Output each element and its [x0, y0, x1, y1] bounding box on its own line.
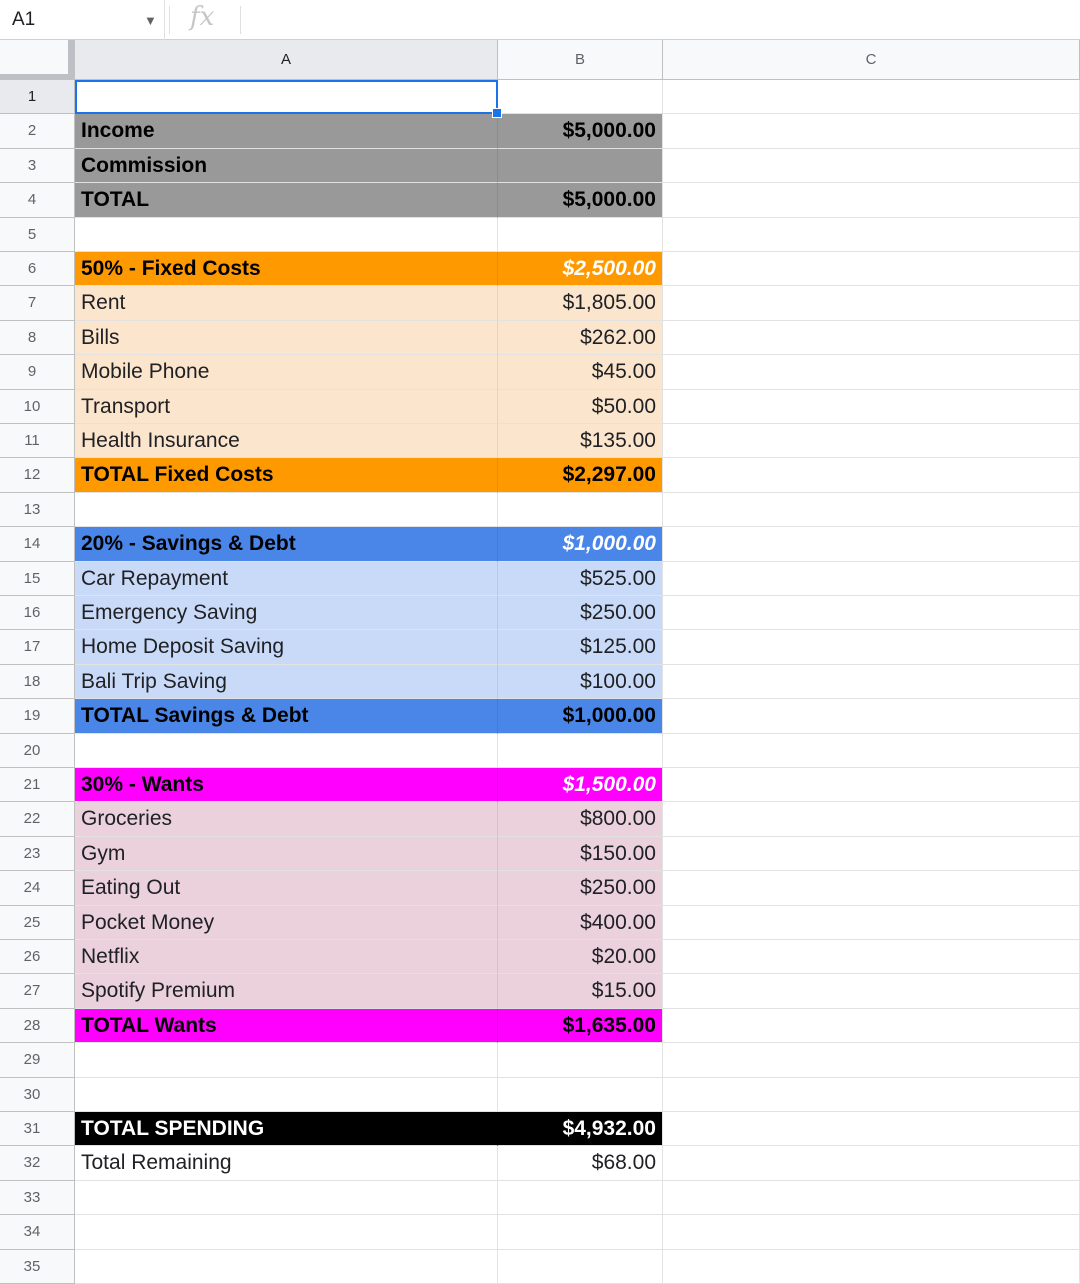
- cell-b[interactable]: $262.00: [498, 321, 663, 355]
- cell-a[interactable]: [75, 1043, 498, 1077]
- cell-a[interactable]: Rent: [75, 286, 498, 320]
- cell-c[interactable]: [663, 906, 1080, 940]
- cell-c[interactable]: [663, 596, 1080, 630]
- row-number[interactable]: 20: [0, 734, 75, 768]
- table-row: [0, 596, 1080, 630]
- cell-c[interactable]: [663, 286, 1080, 320]
- table-row: [0, 458, 1080, 492]
- cell-b[interactable]: [498, 1250, 663, 1284]
- row-number[interactable]: 24: [0, 871, 75, 905]
- cell-a[interactable]: Mobile Phone: [75, 355, 498, 389]
- row-number[interactable]: 19: [0, 699, 75, 733]
- row-number[interactable]: 5: [0, 218, 75, 252]
- row-number[interactable]: 35: [0, 1250, 75, 1284]
- row-number[interactable]: 25: [0, 906, 75, 940]
- table-row: [0, 390, 1080, 424]
- table-row: [0, 493, 1080, 527]
- cell-c[interactable]: [663, 562, 1080, 596]
- table-row: [0, 837, 1080, 871]
- cell-b[interactable]: [498, 1078, 663, 1112]
- cell-b[interactable]: $250.00: [498, 871, 663, 905]
- divider: [169, 6, 170, 34]
- select-all-corner[interactable]: [0, 40, 75, 80]
- cell-c[interactable]: [663, 390, 1080, 424]
- cell-a[interactable]: Health Insurance: [75, 424, 498, 458]
- cell-a[interactable]: Commission: [75, 149, 498, 183]
- cell-a[interactable]: 30% - Wants: [75, 768, 498, 802]
- cell-a[interactable]: Emergency Saving: [75, 596, 498, 630]
- cell-c[interactable]: [663, 493, 1080, 527]
- table-row: [0, 114, 1080, 148]
- cell-c[interactable]: [663, 1043, 1080, 1077]
- cell-b[interactable]: $68.00: [498, 1146, 663, 1180]
- cell-c[interactable]: [663, 837, 1080, 871]
- cell-c[interactable]: [663, 252, 1080, 286]
- cell-a[interactable]: Car Repayment: [75, 562, 498, 596]
- cell-a[interactable]: Bills: [75, 321, 498, 355]
- formula-bar: [0, 0, 1080, 40]
- row-number[interactable]: 4: [0, 183, 75, 217]
- row-number[interactable]: 32: [0, 1146, 75, 1180]
- column-header-b[interactable]: B: [498, 40, 663, 80]
- cell-c[interactable]: [663, 802, 1080, 836]
- cell-b[interactable]: $525.00: [498, 562, 663, 596]
- row-number[interactable]: 34: [0, 1215, 75, 1249]
- cell-b[interactable]: [498, 734, 663, 768]
- row-number[interactable]: 12: [0, 458, 75, 492]
- column-header-c[interactable]: C: [663, 40, 1080, 80]
- table-row: [0, 321, 1080, 355]
- cell-b[interactable]: $135.00: [498, 424, 663, 458]
- cell-c[interactable]: [663, 458, 1080, 492]
- row-number[interactable]: 21: [0, 768, 75, 802]
- function-icon: fx: [190, 2, 215, 32]
- cell-c[interactable]: [663, 1181, 1080, 1215]
- row-number[interactable]: 15: [0, 562, 75, 596]
- row-number[interactable]: 18: [0, 665, 75, 699]
- cell-a[interactable]: TOTAL Wants: [75, 1009, 498, 1043]
- cell-a[interactable]: [75, 493, 498, 527]
- cell-a[interactable]: Spotify Premium: [75, 974, 498, 1008]
- cell-b[interactable]: $5,000.00: [498, 183, 663, 217]
- divider: [240, 6, 241, 34]
- cell-a[interactable]: [75, 734, 498, 768]
- cell-c[interactable]: [663, 80, 1080, 114]
- cell-b[interactable]: $1,000.00: [498, 699, 663, 733]
- row-number[interactable]: 17: [0, 630, 75, 664]
- cell-b[interactable]: $5,000.00: [498, 114, 663, 148]
- row-number[interactable]: 13: [0, 493, 75, 527]
- cell-c[interactable]: [663, 1078, 1080, 1112]
- cell-b[interactable]: $45.00: [498, 355, 663, 389]
- cell-c[interactable]: [663, 1250, 1080, 1284]
- cell-c[interactable]: [663, 1112, 1080, 1146]
- cell-a[interactable]: [75, 1078, 498, 1112]
- cell-b[interactable]: [498, 80, 663, 114]
- row-number[interactable]: 10: [0, 390, 75, 424]
- cell-a[interactable]: [75, 1250, 498, 1284]
- cell-a[interactable]: TOTAL Savings & Debt: [75, 699, 498, 733]
- cell-c[interactable]: [663, 218, 1080, 252]
- column-header-bar: [0, 40, 1080, 80]
- cell-a[interactable]: Gym: [75, 837, 498, 871]
- cell-b[interactable]: $15.00: [498, 974, 663, 1008]
- cell-c[interactable]: [663, 1146, 1080, 1180]
- cell-b[interactable]: $250.00: [498, 596, 663, 630]
- table-row: [0, 286, 1080, 320]
- cell-b[interactable]: $4,932.00: [498, 1112, 663, 1146]
- row-number[interactable]: 8: [0, 321, 75, 355]
- cell-c[interactable]: [663, 321, 1080, 355]
- cell-c[interactable]: [663, 699, 1080, 733]
- cell-b[interactable]: [498, 149, 663, 183]
- cell-b[interactable]: $1,500.00: [498, 768, 663, 802]
- table-row: [0, 562, 1080, 596]
- table-row: [0, 1112, 1080, 1146]
- table-row: [0, 734, 1080, 768]
- table-row: [0, 252, 1080, 286]
- cell-a[interactable]: Bali Trip Saving: [75, 665, 498, 699]
- cell-c[interactable]: [663, 183, 1080, 217]
- fill-handle[interactable]: [492, 108, 502, 118]
- cell-a[interactable]: [75, 1181, 498, 1215]
- cell-a[interactable]: TOTAL SPENDING: [75, 1112, 498, 1146]
- row-number[interactable]: 33: [0, 1181, 75, 1215]
- cell-a[interactable]: Total Remaining: [75, 1146, 498, 1180]
- cell-c[interactable]: [663, 355, 1080, 389]
- row-number[interactable]: 9: [0, 355, 75, 389]
- cell-c[interactable]: [663, 871, 1080, 905]
- row-number[interactable]: 27: [0, 974, 75, 1008]
- row-number[interactable]: 14: [0, 527, 75, 561]
- chevron-down-icon[interactable]: ▼: [144, 13, 157, 28]
- row-number[interactable]: 28: [0, 1009, 75, 1043]
- cell-a[interactable]: TOTAL: [75, 183, 498, 217]
- table-row: [0, 871, 1080, 905]
- active-cell-selection: [75, 80, 498, 114]
- cell-b[interactable]: $1,000.00: [498, 527, 663, 561]
- cell-reference[interactable]: A1: [12, 9, 36, 30]
- cell-b[interactable]: [498, 1043, 663, 1077]
- cell-a[interactable]: 50% - Fixed Costs: [75, 252, 498, 286]
- cell-b[interactable]: $100.00: [498, 665, 663, 699]
- cell-a[interactable]: 20% - Savings & Debt: [75, 527, 498, 561]
- cell-b[interactable]: [498, 1215, 663, 1249]
- cell-b[interactable]: $150.00: [498, 837, 663, 871]
- cell-a[interactable]: [75, 218, 498, 252]
- row-number[interactable]: 31: [0, 1112, 75, 1146]
- table-row: [0, 1215, 1080, 1249]
- table-row: [0, 1043, 1080, 1077]
- table-row: [0, 1078, 1080, 1112]
- row-number[interactable]: 30: [0, 1078, 75, 1112]
- table-row: [0, 665, 1080, 699]
- cell-a[interactable]: TOTAL Fixed Costs: [75, 458, 498, 492]
- table-row: [0, 974, 1080, 1008]
- cell-a[interactable]: [75, 1215, 498, 1249]
- column-header-a[interactable]: A: [75, 40, 498, 80]
- table-row: [0, 1181, 1080, 1215]
- cell-b[interactable]: $800.00: [498, 802, 663, 836]
- cell-a[interactable]: Income: [75, 114, 498, 148]
- table-row: [0, 218, 1080, 252]
- table-row: [0, 630, 1080, 664]
- row-number[interactable]: 22: [0, 802, 75, 836]
- cell-a[interactable]: Netflix: [75, 940, 498, 974]
- table-row: [0, 424, 1080, 458]
- cell-b[interactable]: $20.00: [498, 940, 663, 974]
- cell-a[interactable]: Eating Out: [75, 871, 498, 905]
- table-row: [0, 699, 1080, 733]
- row-number[interactable]: 2: [0, 114, 75, 148]
- cell-c[interactable]: [663, 940, 1080, 974]
- cell-c[interactable]: [663, 734, 1080, 768]
- cell-b[interactable]: $50.00: [498, 390, 663, 424]
- cell-b[interactable]: $125.00: [498, 630, 663, 664]
- cell-c[interactable]: [663, 665, 1080, 699]
- cell-c[interactable]: [663, 630, 1080, 664]
- cell-c[interactable]: [663, 149, 1080, 183]
- cell-a[interactable]: Transport: [75, 390, 498, 424]
- table-row: [0, 906, 1080, 940]
- cell-b[interactable]: $400.00: [498, 906, 663, 940]
- table-row: [0, 802, 1080, 836]
- row-number[interactable]: 11: [0, 424, 75, 458]
- table-row: [0, 527, 1080, 561]
- name-box[interactable]: [0, 0, 165, 40]
- cell-b[interactable]: [498, 218, 663, 252]
- row-number[interactable]: 23: [0, 837, 75, 871]
- table-row: [0, 183, 1080, 217]
- row-number[interactable]: 6: [0, 252, 75, 286]
- row-number[interactable]: 3: [0, 149, 75, 183]
- cell-c[interactable]: [663, 424, 1080, 458]
- row-number[interactable]: 7: [0, 286, 75, 320]
- cell-c[interactable]: [663, 114, 1080, 148]
- cell-a[interactable]: Pocket Money: [75, 906, 498, 940]
- cell-c[interactable]: [663, 974, 1080, 1008]
- table-row: [0, 1146, 1080, 1180]
- cell-c[interactable]: [663, 1215, 1080, 1249]
- cell-a[interactable]: Home Deposit Saving: [75, 630, 498, 664]
- row-number[interactable]: 1: [0, 80, 75, 114]
- table-row: [0, 1009, 1080, 1043]
- cell-c[interactable]: [663, 1009, 1080, 1043]
- cell-c[interactable]: [663, 527, 1080, 561]
- table-row: [0, 355, 1080, 389]
- cell-c[interactable]: [663, 768, 1080, 802]
- row-number[interactable]: 16: [0, 596, 75, 630]
- cell-b[interactable]: $1,635.00: [498, 1009, 663, 1043]
- row-number[interactable]: 29: [0, 1043, 75, 1077]
- cell-b[interactable]: [498, 493, 663, 527]
- cell-b[interactable]: $2,297.00: [498, 458, 663, 492]
- table-row: [0, 149, 1080, 183]
- cell-b[interactable]: $1,805.00: [498, 286, 663, 320]
- table-row: [0, 940, 1080, 974]
- cell-b[interactable]: [498, 1181, 663, 1215]
- row-number[interactable]: 26: [0, 940, 75, 974]
- table-row: [0, 1250, 1080, 1284]
- cell-a[interactable]: Groceries: [75, 802, 498, 836]
- table-row: [0, 768, 1080, 802]
- cell-b[interactable]: $2,500.00: [498, 252, 663, 286]
